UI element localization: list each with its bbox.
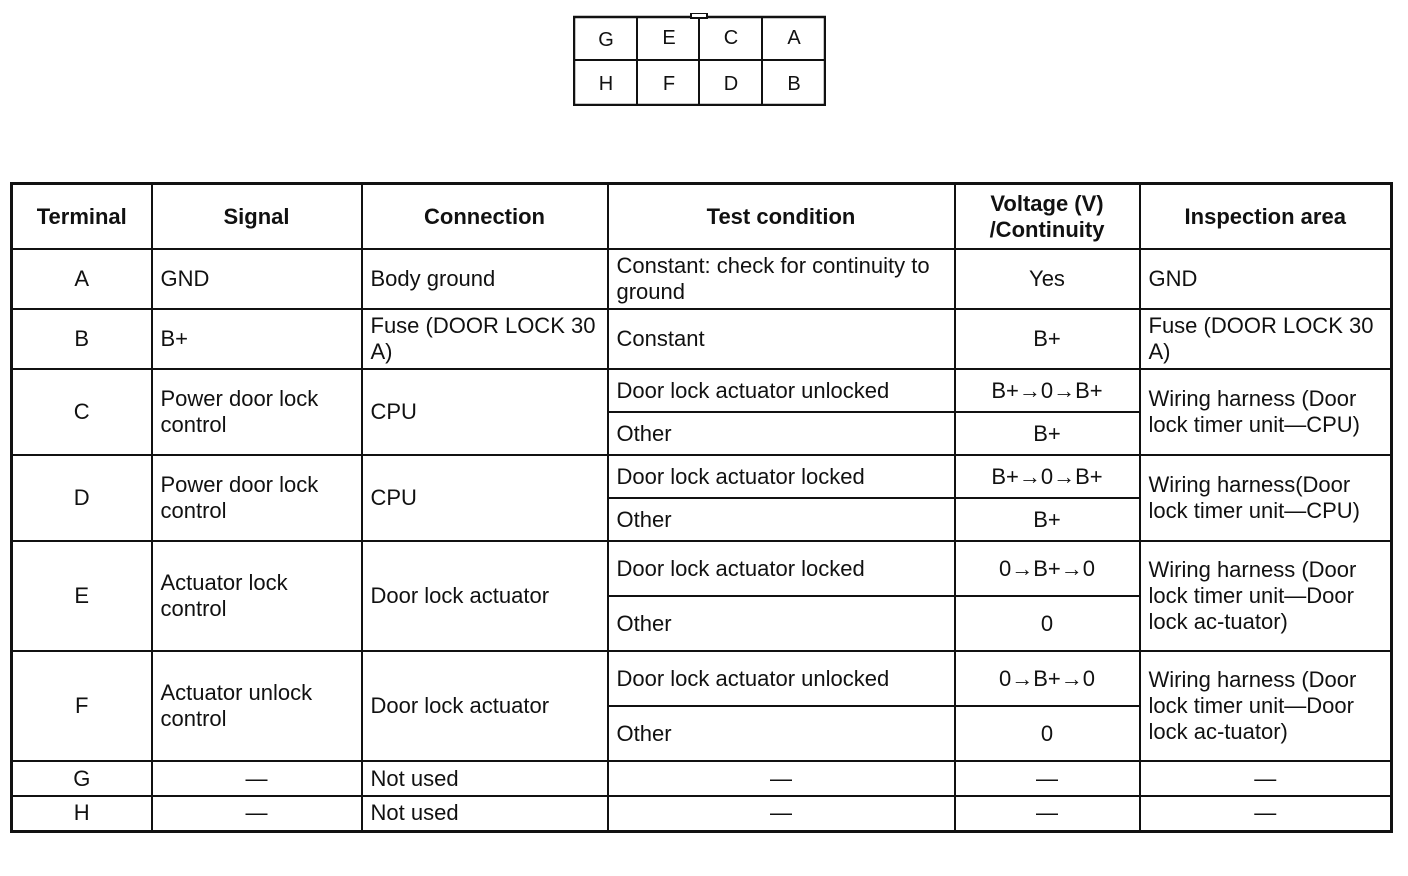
cell-inspection: Fuse (DOOR LOCK 30 A): [1140, 309, 1392, 369]
cell-connection: Door lock actuator: [362, 541, 608, 651]
cell-signal: Power door lock control: [152, 369, 362, 455]
header-inspection: Inspection area: [1140, 184, 1392, 250]
header-connection: Connection: [362, 184, 608, 250]
cell-test-condition: Door lock actuator unlocked: [608, 651, 955, 706]
cell-terminal: B: [12, 309, 152, 369]
table-row-c: [12, 369, 1392, 412]
table-row-b: [12, 309, 1392, 369]
cell-test-condition: Other: [608, 596, 955, 651]
pin-g: G: [598, 28, 614, 51]
cell-signal: —: [152, 796, 362, 831]
cell-terminal: D: [12, 455, 152, 541]
cell-signal: B+: [152, 309, 362, 369]
cell-terminal: H: [12, 796, 152, 831]
pin-f: F: [662, 72, 676, 95]
cell-terminal: C: [12, 369, 152, 455]
header-voltage: Voltage (V) /Continuity: [955, 184, 1140, 250]
cell-terminal: F: [12, 651, 152, 761]
header-row: [12, 184, 1392, 250]
pin-a: A: [787, 26, 801, 49]
cell-test-condition: —: [608, 761, 955, 796]
header-test-condition: Test condition: [608, 184, 955, 250]
cell-voltage: Yes: [955, 249, 1140, 309]
pin-d: D: [723, 72, 739, 95]
cell-voltage: B+: [955, 412, 1140, 455]
cell-voltage: B+→0→B+: [955, 369, 1140, 412]
cell-voltage: B+: [955, 498, 1140, 541]
cell-voltage: 0: [955, 706, 1140, 761]
cell-voltage: B+→0→B+: [955, 455, 1140, 498]
terminal-table: [10, 182, 1393, 833]
header-terminal: Terminal: [12, 184, 152, 250]
cell-inspection: Wiring harness(Door lock timer unit—CPU): [1140, 455, 1392, 541]
header-signal: Signal: [152, 184, 362, 250]
cell-signal: Power door lock control: [152, 455, 362, 541]
pin-b: B: [787, 72, 801, 95]
cell-voltage: 0→B+→0: [955, 541, 1140, 596]
cell-voltage: B+: [955, 309, 1140, 369]
cell-test-condition: Door lock actuator unlocked: [608, 369, 955, 412]
cell-signal: —: [152, 761, 362, 796]
cell-signal: Actuator unlock control: [152, 651, 362, 761]
table-row-e: [12, 541, 1392, 596]
cell-terminal: A: [12, 249, 152, 309]
cell-inspection: —: [1140, 796, 1392, 831]
cell-terminal: E: [12, 541, 152, 651]
cell-voltage: 0→B+→0: [955, 651, 1140, 706]
cell-voltage: —: [955, 796, 1140, 831]
connector-diagram: [573, 13, 826, 106]
cell-connection: Fuse (DOOR LOCK 30 A): [362, 309, 608, 369]
cell-connection: CPU: [362, 369, 608, 455]
cell-signal: Actuator lock control: [152, 541, 362, 651]
table-row-d: [12, 455, 1392, 498]
cell-connection: Not used: [362, 796, 608, 831]
cell-test-condition: Door lock actuator locked: [608, 541, 955, 596]
cell-connection: Door lock actuator: [362, 651, 608, 761]
table-row-f: [12, 651, 1392, 706]
cell-inspection: Wiring harness (Door lock timer unit—Door lock ac-tuator): [1140, 541, 1392, 651]
pin-c: C: [723, 26, 739, 49]
cell-inspection: Wiring harness (Door lock timer unit—Door lock ac-tuator): [1140, 651, 1392, 761]
cell-connection: Not used: [362, 761, 608, 796]
pin-e: E: [662, 26, 676, 49]
cell-test-condition: Other: [608, 412, 955, 455]
cell-test-condition: Door lock actuator locked: [608, 455, 955, 498]
cell-voltage: —: [955, 761, 1140, 796]
cell-inspection: GND: [1140, 249, 1392, 309]
cell-inspection: —: [1140, 761, 1392, 796]
pin-h: H: [598, 72, 614, 95]
cell-test-condition: —: [608, 796, 955, 831]
cell-connection: Body ground: [362, 249, 608, 309]
cell-voltage: 0: [955, 596, 1140, 651]
cell-terminal: G: [12, 761, 152, 796]
cell-connection: CPU: [362, 455, 608, 541]
table-row-g: [12, 761, 1392, 796]
cell-signal: GND: [152, 249, 362, 309]
cell-test-condition: Constant: [608, 309, 955, 369]
table-row-h: [12, 796, 1392, 831]
cell-test-condition: Constant: check for continuity to ground: [608, 249, 955, 309]
cell-inspection: Wiring harness (Door lock timer unit—CPU): [1140, 369, 1392, 455]
cell-test-condition: Other: [608, 498, 955, 541]
table-row-a: [12, 249, 1392, 309]
cell-test-condition: Other: [608, 706, 955, 761]
